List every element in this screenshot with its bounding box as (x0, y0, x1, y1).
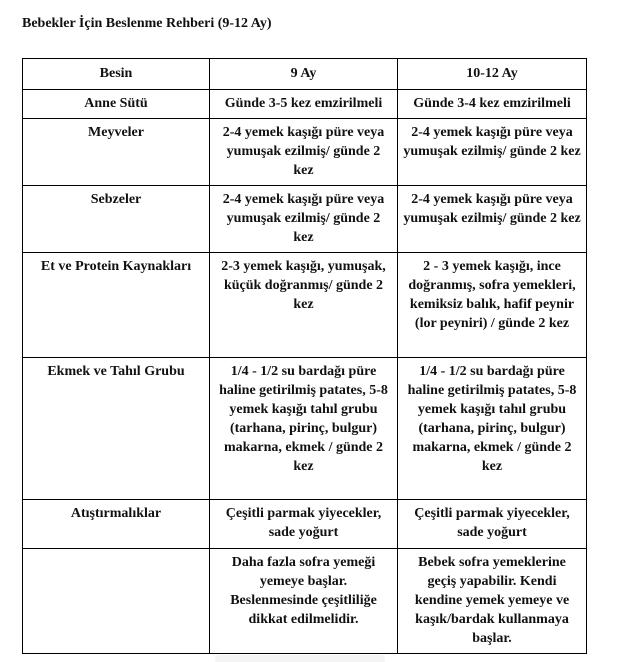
month10-12-cell: Günde 3-4 kez emzirilmeli (398, 90, 587, 119)
table-row (23, 186, 587, 253)
table-header-row (23, 59, 587, 90)
bottom-overlay-edge (215, 655, 385, 662)
month10-12-cell: Çeşitli parmak yiyecekler, sade yoğurt (398, 500, 587, 549)
food-cell: Meyveler (23, 119, 210, 186)
table-row (23, 500, 587, 549)
food-cell: Anne Sütü (23, 90, 210, 119)
table-row (23, 358, 587, 500)
month9-cell: Çeşitli parmak yiyecekler, sade yoğurt (210, 500, 398, 549)
food-cell: Ekmek ve Tahıl Grubu (23, 358, 210, 500)
document-title: Bebekler İçin Beslenme Rehberi (9-12 Ay) (22, 16, 272, 31)
header-10-12-months: 10-12 Ay (398, 59, 587, 90)
month10-12-cell: 2-4 yemek kaşığı püre veya yumuşak ezilmiş/ günde 2 kez (398, 186, 587, 253)
month10-12-cell: Bebek sofra yemeklerine geçiş yapabilir. Kendi kendine yemek yemeye ve kaşık/bardak kullanmaya başlar. (398, 549, 587, 654)
table-row (23, 119, 587, 186)
header-food: Besin (23, 59, 210, 90)
month9-cell: 1/4 - 1/2 su bardağı püre haline getirilmiş patates, 5-8 yemek kaşığı tahıl grubu (tarhana, pirinç, bulgur) makarna, ekmek / günde 2 kez (210, 358, 398, 500)
month9-cell: Günde 3-5 kez emzirilmeli (210, 90, 398, 119)
month10-12-cell: 2 - 3 yemek kaşığı, ince doğranmış, sofra yemekleri, kemiksiz balık, hafif peynir (lor peyniri) / günde 2 kez (398, 253, 587, 358)
food-cell: Et ve Protein Kaynakları (23, 253, 210, 358)
food-cell: Sebzeler (23, 186, 210, 253)
month9-cell: 2-4 yemek kaşığı püre veya yumuşak ezilmiş/ günde 2 kez (210, 119, 398, 186)
month9-cell: 2-3 yemek kaşığı, yumuşak, küçük doğranmış/ günde 2 kez (210, 253, 398, 358)
nutrition-guide-table (22, 58, 587, 654)
month10-12-cell: 1/4 - 1/2 su bardağı püre haline getirilmiş patates, 5-8 yemek kaşığı tahıl grubu (tarhana, pirinç, bulgur) makarna, ekmek / günde 2 kez (398, 358, 587, 500)
month10-12-cell: 2-4 yemek kaşığı püre veya yumuşak ezilmiş/ günde 2 kez (398, 119, 587, 186)
food-cell: Atıştırmalıklar (23, 500, 210, 549)
table-row (23, 253, 587, 358)
month9-cell: Daha fazla sofra yemeği yemeye başlar. Beslenmesinde çeşitliliğe dikkat edilmelidir. (210, 549, 398, 654)
food-cell (23, 549, 210, 654)
table-row (23, 549, 587, 654)
header-9-months: 9 Ay (210, 59, 398, 90)
table-row (23, 90, 587, 119)
month9-cell: 2-4 yemek kaşığı püre veya yumuşak ezilmiş/ günde 2 kez (210, 186, 398, 253)
